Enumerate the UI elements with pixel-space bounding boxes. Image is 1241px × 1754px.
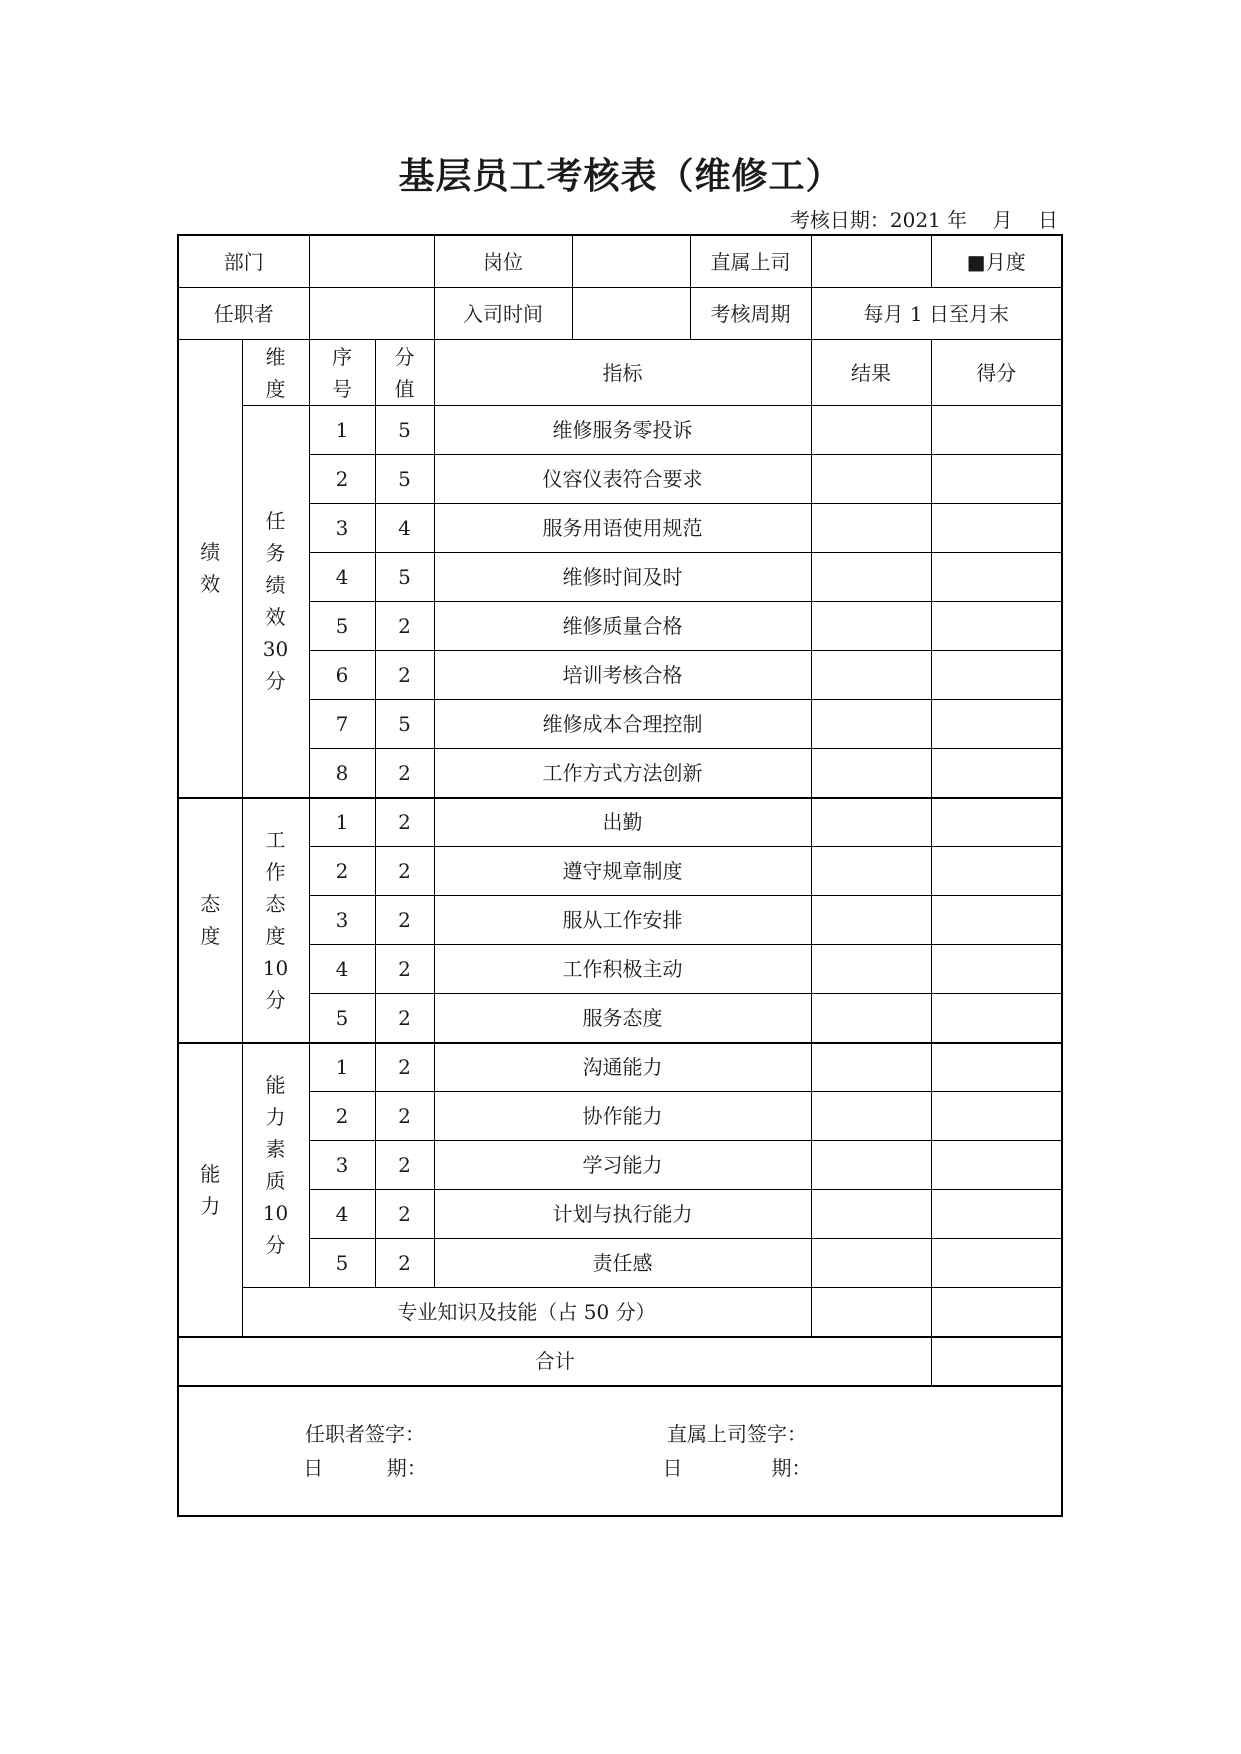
points-field[interactable] — [931, 1190, 1062, 1239]
dimension-3: 能力素质10分 — [242, 1043, 309, 1288]
points-field[interactable] — [931, 945, 1062, 994]
entry-date-field[interactable] — [573, 288, 691, 339]
points-field[interactable] — [931, 1092, 1062, 1141]
indicator-cell: 遵守规章制度 — [434, 847, 811, 896]
indicator-row — [178, 749, 1062, 798]
seq-cell: 2 — [309, 455, 375, 504]
score-cell: 2 — [375, 1043, 434, 1092]
seq-cell: 3 — [309, 504, 375, 553]
employee-label: 任职者 — [178, 288, 309, 340]
entry-date-label: 入司时间 — [435, 288, 573, 339]
result-field[interactable] — [811, 896, 931, 945]
result-field[interactable] — [811, 749, 931, 798]
boss-field[interactable] — [811, 235, 931, 288]
indicator-cell: 责任感 — [434, 1239, 811, 1288]
score-cell: 2 — [375, 1141, 434, 1190]
indicator-cell: 维修成本合理控制 — [434, 700, 811, 749]
indicator-row — [178, 1190, 1062, 1239]
col-dimension: 维度 — [242, 340, 309, 406]
indicator-cell: 沟通能力 — [434, 1043, 811, 1092]
seq-cell: 4 — [309, 945, 375, 994]
points-field[interactable] — [931, 406, 1062, 455]
indicator-row — [178, 994, 1062, 1043]
seq-cell: 7 — [309, 700, 375, 749]
result-field[interactable] — [811, 455, 931, 504]
result-field[interactable] — [811, 504, 931, 553]
form-title: 基层员工考核表（维修工） — [398, 155, 843, 197]
seq-cell: 3 — [309, 896, 375, 945]
result-field[interactable] — [811, 651, 931, 700]
points-field[interactable] — [931, 1288, 1062, 1337]
col-score: 分值 — [375, 340, 434, 406]
result-field[interactable] — [811, 1239, 931, 1288]
score-cell: 2 — [375, 847, 434, 896]
seq-cell: 1 — [309, 406, 375, 455]
header-row-2 — [178, 288, 1062, 340]
indicator-cell: 协作能力 — [434, 1092, 811, 1141]
seq-cell: 5 — [309, 1239, 375, 1288]
column-header-row — [178, 340, 1062, 406]
points-field[interactable] — [931, 847, 1062, 896]
indicator-row — [178, 1239, 1062, 1288]
result-field[interactable] — [811, 553, 931, 602]
indicator-row — [178, 406, 1062, 455]
indicator-cell: 计划与执行能力 — [434, 1190, 811, 1239]
result-field[interactable] — [811, 602, 931, 651]
points-field[interactable] — [931, 1043, 1062, 1092]
result-field[interactable] — [811, 1092, 931, 1141]
result-field[interactable] — [811, 700, 931, 749]
dimension-1: 任务绩效30分 — [242, 406, 309, 798]
indicator-cell: 维修质量合格 — [434, 602, 811, 651]
indicator-row — [178, 896, 1062, 945]
seq-cell: 8 — [309, 749, 375, 798]
indicator-row — [178, 798, 1062, 847]
post-label: 岗位 — [435, 236, 573, 287]
professional-skill-row — [178, 1288, 1062, 1337]
employee-signature[interactable]: 任职者签字： — [305, 1421, 425, 1446]
result-field[interactable] — [811, 847, 931, 896]
result-field[interactable] — [811, 945, 931, 994]
result-field[interactable] — [811, 406, 931, 455]
indicator-row — [178, 504, 1062, 553]
seq-cell: 2 — [309, 1092, 375, 1141]
period-type-checkbox[interactable]: ■月度 — [931, 235, 1062, 288]
score-cell: 2 — [375, 994, 434, 1043]
seq-cell: 6 — [309, 651, 375, 700]
indicator-row — [178, 651, 1062, 700]
indicator-cell: 服务用语使用规范 — [434, 504, 811, 553]
score-cell: 5 — [375, 553, 434, 602]
score-cell: 2 — [375, 651, 434, 700]
result-field[interactable] — [811, 1043, 931, 1092]
seq-cell: 3 — [309, 1141, 375, 1190]
score-cell: 2 — [375, 1092, 434, 1141]
post-field[interactable] — [573, 236, 691, 287]
score-cell: 2 — [375, 602, 434, 651]
indicator-cell: 工作积极主动 — [434, 945, 811, 994]
score-cell: 2 — [375, 896, 434, 945]
result-field[interactable] — [811, 1288, 931, 1337]
professional-skill-label: 专业知识及技能（占 50 分） — [242, 1288, 811, 1337]
points-field[interactable] — [931, 553, 1062, 602]
score-cell: 2 — [375, 798, 434, 847]
points-field[interactable] — [931, 700, 1062, 749]
seq-cell: 1 — [309, 1043, 375, 1092]
indicator-row — [178, 1092, 1062, 1141]
cycle-value: 每月 1 日至月末 — [811, 288, 1062, 340]
points-field[interactable] — [931, 1239, 1062, 1288]
points-field[interactable] — [931, 749, 1062, 798]
seq-cell: 2 — [309, 847, 375, 896]
total-label: 合计 — [178, 1337, 931, 1386]
boss-label: 直属上司 — [710, 249, 791, 274]
points-field[interactable] — [931, 798, 1062, 847]
supervisor-signature[interactable]: 直属上司签字： — [667, 1421, 807, 1446]
assessment-table — [177, 234, 1063, 1517]
indicator-cell: 维修时间及时 — [434, 553, 811, 602]
col-indicator: 指标 — [434, 340, 811, 406]
score-cell: 2 — [375, 945, 434, 994]
category-1: 绩效 — [178, 340, 242, 798]
col-result: 结果 — [811, 340, 931, 406]
result-field[interactable] — [811, 1190, 931, 1239]
points-field[interactable] — [931, 994, 1062, 1043]
cycle-label: 考核周期 — [710, 301, 791, 326]
indicator-cell: 服从工作安排 — [434, 896, 811, 945]
header-row-1 — [178, 235, 1062, 288]
total-row — [178, 1337, 1062, 1386]
score-cell: 2 — [375, 749, 434, 798]
score-cell: 2 — [375, 1239, 434, 1288]
indicator-cell: 服务态度 — [434, 994, 811, 1043]
col-points: 得分 — [931, 340, 1062, 406]
category-3: 能力 — [178, 1043, 242, 1337]
category-2: 态度 — [178, 798, 242, 1043]
total-field[interactable] — [931, 1337, 1062, 1386]
score-cell: 2 — [375, 1190, 434, 1239]
indicator-row — [178, 553, 1062, 602]
indicator-row — [178, 700, 1062, 749]
indicator-row — [178, 602, 1062, 651]
col-seq: 序号 — [309, 340, 375, 406]
indicator-cell: 培训考核合格 — [434, 651, 811, 700]
indicator-cell: 学习能力 — [434, 1141, 811, 1190]
indicator-row — [178, 1043, 1062, 1092]
seq-cell: 4 — [309, 1190, 375, 1239]
indicator-row — [178, 945, 1062, 994]
result-field[interactable] — [811, 1141, 931, 1190]
result-field[interactable] — [811, 994, 931, 1043]
seq-cell: 1 — [309, 798, 375, 847]
score-cell: 5 — [375, 700, 434, 749]
result-field[interactable] — [811, 798, 931, 847]
indicator-cell: 维修服务零投诉 — [434, 406, 811, 455]
supervisor-sign-date[interactable]: 日 期： — [662, 1455, 812, 1480]
seq-cell: 5 — [309, 994, 375, 1043]
seq-cell: 5 — [309, 602, 375, 651]
points-field[interactable] — [931, 1141, 1062, 1190]
score-cell: 4 — [375, 504, 434, 553]
indicator-row — [178, 455, 1062, 504]
signature-row — [178, 1386, 1062, 1516]
indicator-cell: 工作方式方法创新 — [434, 749, 811, 798]
dept-label: 部门 — [178, 235, 309, 288]
score-cell: 5 — [375, 455, 434, 504]
indicator-cell: 仪容仪表符合要求 — [434, 455, 811, 504]
assessment-date: 考核日期：2021 年 月 日 — [789, 208, 1058, 232]
seq-cell: 4 — [309, 553, 375, 602]
indicator-row — [178, 847, 1062, 896]
points-field[interactable] — [931, 455, 1062, 504]
indicator-cell: 出勤 — [434, 798, 811, 847]
dept-field[interactable] — [309, 235, 434, 288]
indicator-row — [178, 1141, 1062, 1190]
points-field[interactable] — [931, 896, 1062, 945]
score-cell: 5 — [375, 406, 434, 455]
dimension-2: 工作态度10分 — [242, 798, 309, 1043]
employee-sign-date[interactable]: 日 期： — [303, 1455, 427, 1480]
points-field[interactable] — [931, 504, 1062, 553]
employee-field[interactable] — [309, 288, 434, 340]
points-field[interactable] — [931, 651, 1062, 700]
points-field[interactable] — [931, 602, 1062, 651]
